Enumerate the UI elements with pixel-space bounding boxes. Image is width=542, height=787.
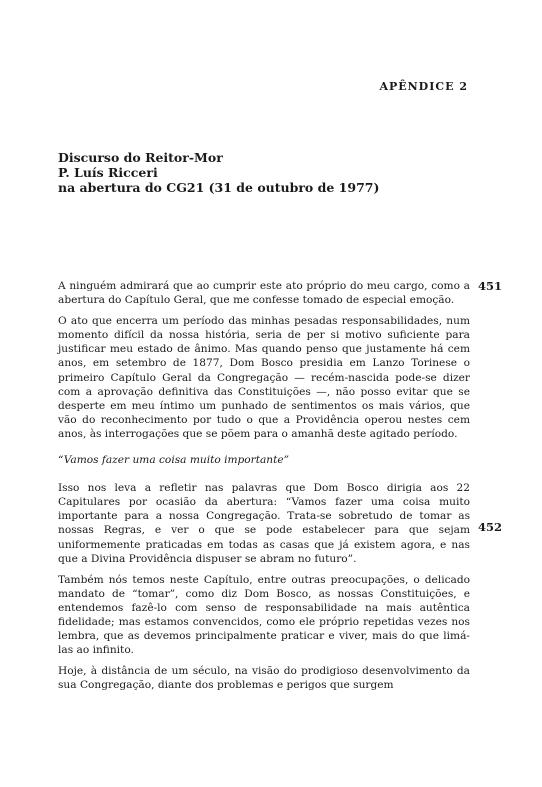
paragraph-4: Também nós temos neste Capítulo, entre outras preocupações, o delicado mandato de “tomar”, como diz Dom Bosco, as nossas Constituições, e entendemos fazê-lo com senso de responsabilidade na mais autêntica fidelidade; mas estamos convencidos, como ele próprio repetidas vezes nos lembra, que as devemos principalmente praticar e viver, mais do que limá-las ao infinito. — [58, 573, 470, 657]
margin-number-451: 451 — [478, 279, 503, 293]
paragraph-1: A ninguém admirará que ao cumprir este ato próprio do meu cargo, como a abertura do Capítulo Geral, que me confesse tomado de especial emoção. — [58, 280, 470, 307]
paragraph-5: Hoje, à distância de um século, na visão do prodigioso desenvolvimento da sua Congregação, diante dos problemas e perigos que surgem — [58, 665, 470, 692]
title-line-3: na abertura do CG21 (31 de outubro de 1977) — [58, 180, 380, 195]
speech-title — [58, 150, 379, 195]
paragraph-3: Isso nos leva a refletir nas palavras que Dom Bosco dirigia aos 22 Capitulares por ocasião da abertura: “Vamos fazer uma coisa muito importante para a nossa Congregação. Trata-se sobretudo de tomar as nossas Regras, e ver o que se pode estabelecer para que sejam uniformemente praticadas em todas as casas que já existem agora, e nas que a Divina Providência dispuser se abram no futuro”. — [58, 482, 470, 565]
body-text — [58, 279, 470, 699]
margin-number-452: 452 — [478, 520, 503, 534]
running-header: APÊNDICE 2 — [379, 80, 468, 93]
title-line-2: P. Luís Ricceri — [58, 165, 158, 180]
title-line-1: Discurso do Reitor-Mor — [58, 150, 223, 165]
paragraph-2: O ato que encerra um período das minhas pesadas responsabilidades, num momento difícil da nossa história, seria de per si motivo suficiente para justificar meu estado de ânimo. Mas quando penso que justamente há cem anos, em setembro de 1877, Dom Bosco presidia em Lanzo Torinese o primeiro Capítulo Geral da Congregação — recém-nascida pode-se dizer com a aprovação definitiva das Constituições —, não posso evitar que se desperte em meu íntimo um punhado de sentimentos os mais vários, que vão do reconhecimento por tudo o que a Providência operou nestes cem anos, às interrogações que se põem para o amanhã deste agitado período. — [58, 315, 470, 440]
section-subheading: “Vamos fazer uma coisa muito importante” — [58, 454, 290, 467]
